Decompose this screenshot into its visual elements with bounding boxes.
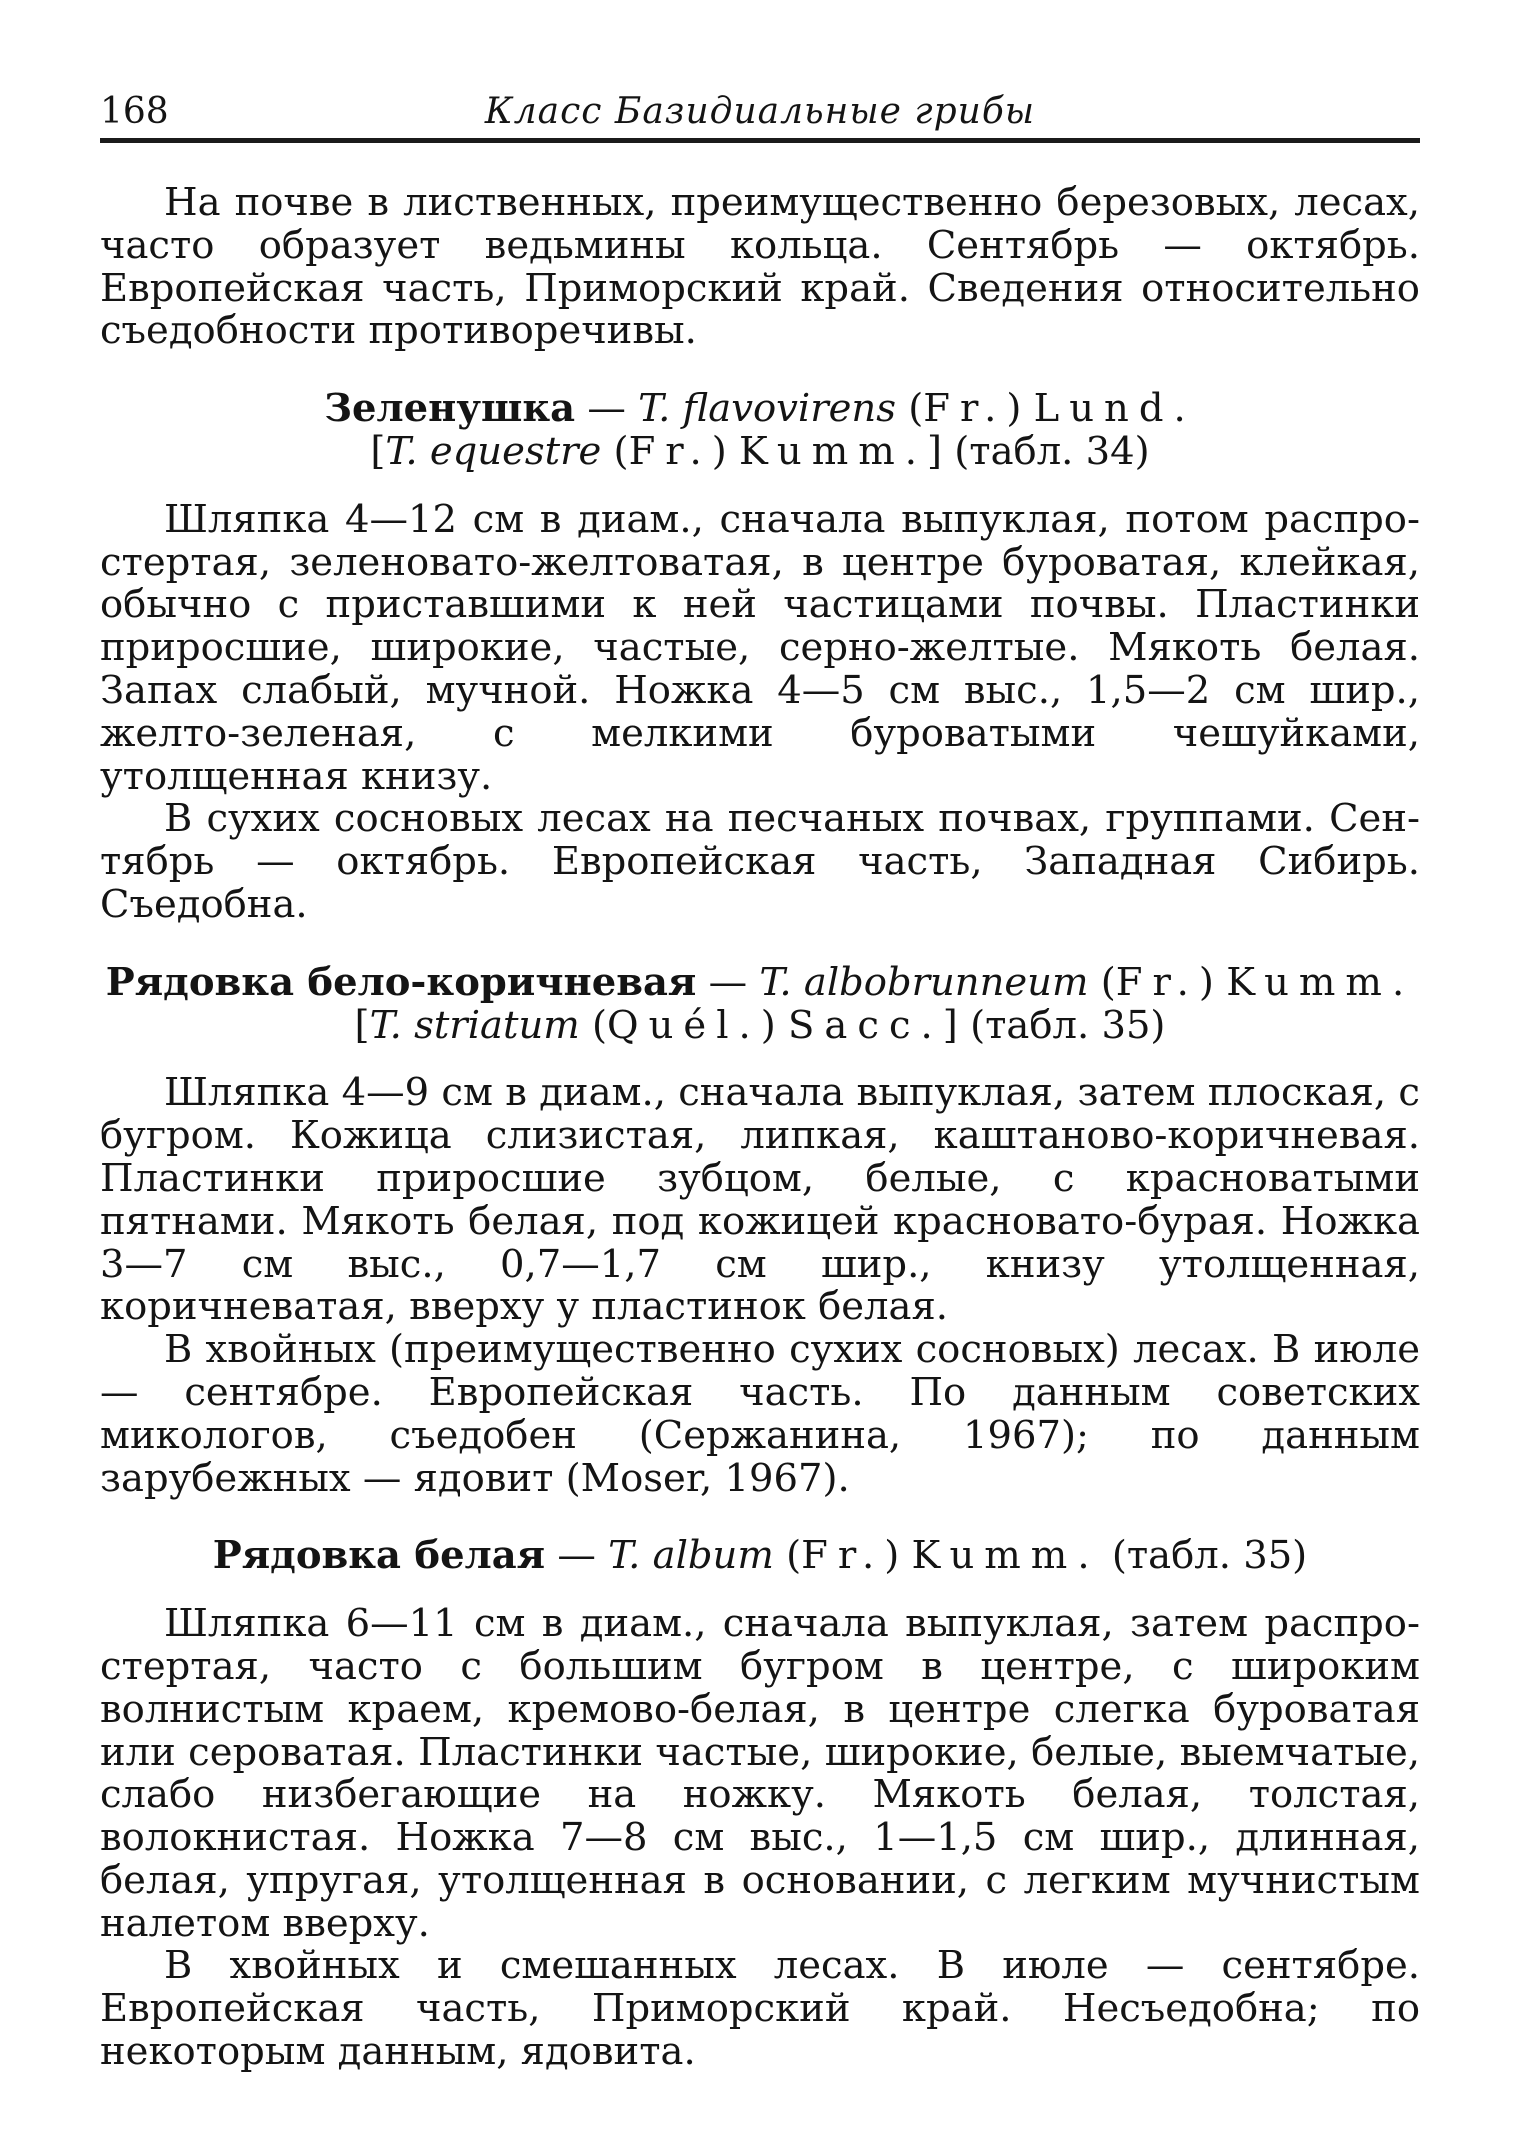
- species-authority: Fr.: [801, 1533, 885, 1579]
- species-heading: Рядовка бело-коричневая — T. albobrunneum (Fr.) Kumm. [T. striatum (Quél.) Sacc.] (табл. 35): [105, 959, 1415, 1048]
- synonym-authority: Quél.: [607, 1002, 761, 1048]
- species-epithet: flavovirens: [682, 386, 896, 432]
- species-heading: Рядовка белая — T. album (Fr.) Kumm. (табл. 35): [212, 1533, 1308, 1579]
- species-author: Kumm.: [1226, 959, 1415, 1005]
- running-head: [100, 88, 1420, 143]
- plate-reference: (табл. 35): [1111, 1533, 1308, 1579]
- genus-abbr: T.: [608, 1533, 641, 1579]
- species-authority: Fr.: [1115, 959, 1199, 1005]
- species-epithet: album: [652, 1533, 774, 1579]
- species-epithet: albobrunneum: [803, 959, 1089, 1005]
- species-entry-zelenushka: [100, 388, 1420, 927]
- book-page: [100, 88, 1420, 2074]
- page-number: 168: [100, 91, 169, 132]
- synonym-epithet: striatum: [414, 1002, 580, 1048]
- species-habitat: В хвойных и смешанных лесах. В июле — сентябре. Европейская часть, Приморский край. Несъедобна; по некоторым данным, ядовита.: [100, 1943, 1420, 2075]
- species-entry-ryadovka-belo-korichnevaya: [100, 959, 1420, 1501]
- synonym-epithet: equestre: [429, 428, 602, 474]
- species-name-ru: Рядовка бело-коричневая: [105, 959, 697, 1005]
- dash: —: [557, 1533, 596, 1579]
- species-description: Шляпка 4—12 см в диам., сначала выпуклая, потом распростертая, зеленовато-желтоватая, в центре буроватая, клейкая, обычно с приставшими к ней частицами почвы. Пластинки приросшие, широкие, частые, серно-желтые. Мякоть белая. Запах слабый, мучной. Ножка 4—5 см выс., 1,5—2 см шир., желто-зеленая, с мелкими буроватыми чешуйками, утолщенная книзу.: [100, 496, 1420, 799]
- synonym-authority: Fr.: [628, 428, 712, 474]
- species-name-ru: Зеленушка: [324, 386, 576, 432]
- species-description: Шляпка 4—9 см в диам., сначала выпуклая, затем плоская, с бугром. Кожица слизистая, липкая, каштаново-коричневая. Пластинки приросшие зубцом, белые, с красноватыми пятнами. Мякоть белая, под кожицей красновато-бурая. Ножка 3—7 см выс., 0,7—1,7 см шир., книзу утолщенная, коричневатая, вверху у пластинок белая.: [100, 1070, 1420, 1330]
- plate-reference: (табл. 34): [954, 428, 1150, 474]
- species-habitat: В хвойных (преимущественно сухих сосновых) лесах. В июле — сентябре. Европейская часть. По данным советских микологов, съедобен (Сержанина, 1967); по данным зарубежных — ядовит (Moser, 1967).: [100, 1327, 1420, 1501]
- species-name-ru: Рядовка белая: [212, 1533, 546, 1579]
- synonym-genus: T.: [385, 428, 418, 474]
- species-authority: Fr.: [923, 386, 1007, 432]
- species-author: Lund.: [1033, 386, 1196, 432]
- synonym-author: Sacc.: [788, 1002, 943, 1048]
- genus-abbr: T.: [759, 959, 792, 1005]
- species-entry-ryadovka-belaya: [100, 1535, 1420, 2074]
- species-heading: Зеленушка — T. flavovirens (Fr.) Lund. [T. equestre (Fr.) Kumm.] (табл. 34): [324, 386, 1196, 474]
- species-description: Шляпка 6—11 см в диам., сначала выпуклая, затем распростертая, часто с большим бугром в центре, с широким волнистым краем, кремово-белая, в центре слегка буроватая или сероватая. Пластинки частые, широкие, белые, выемчатые, слабо низбегающие на ножку. Мякоть белая, толстая, волокнистая. Ножка 7—8 см выс., 1—1,5 см шир., длинная, белая, упругая, утолщенная в основании, с легким мучнистым налетом вверху.: [100, 1601, 1420, 1946]
- synonym-genus: T.: [369, 1002, 402, 1048]
- synonym-author: Kumm.: [738, 428, 927, 474]
- dash: —: [708, 959, 748, 1005]
- plate-reference: (табл. 35): [970, 1002, 1166, 1048]
- dash: —: [587, 386, 626, 432]
- species-author: Kumm.: [911, 1533, 1100, 1579]
- genus-abbr: T.: [638, 386, 671, 432]
- species-habitat: В сухих сосновых лесах на песчаных почвах, группами. Сентябрь — октябрь. Европейская часть, Западная Сибирь. Съедобна.: [100, 796, 1420, 927]
- intro-paragraph: На почве в лиственных, преимущественно березовых, лесах, часто образует ведьмины кольца. Сентябрь — октябрь. Европейская часть, Приморский край. Сведения относительно съедобности противоречивы.: [100, 180, 1420, 354]
- running-head-title: Класс Базидиальные грибы: [484, 91, 1036, 132]
